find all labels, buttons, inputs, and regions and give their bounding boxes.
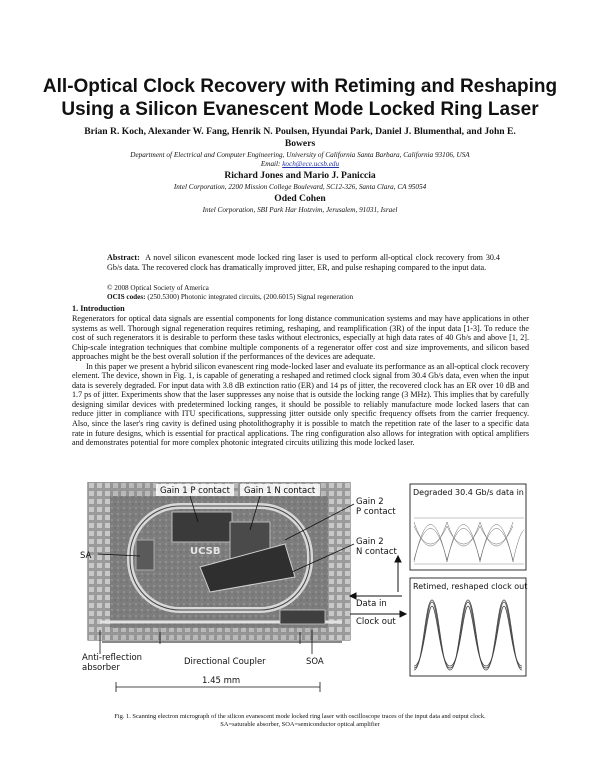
arrow-left-icon [350,593,356,599]
label-retimed-clock: Retimed, reshaped clock out [413,582,528,591]
copyright-line: © 2008 Optical Society of America [107,284,209,292]
label-soa: SOA [306,657,324,667]
abstract-text: A novel silicon evanescent mode locked ring laser is used to perform all-optical clock recovery from 30.4 Gb/s data. The recovered clock has dramatically improved jitter, ER, and pulse reshaping compared to the input data. [107,253,500,273]
email-link[interactable]: koch@ece.ucsb.edu [282,160,340,168]
figure-1 [80,482,528,694]
section-body [72,314,529,448]
authors-intel: Richard Jones and Mario J. Paniccia [224,170,376,181]
paragraph-2: In this paper we present a hybrid silicon evanescent ring mode-locked laser and evaluate its performance as an all-optical clock recovery element. The device, shown in Fig. 1, is capable of generating a reshaped and retimed clock signal from 30.4 Gb/s data, even when the input data is severely degraded. For input data with 3.8 dB extinction ratio (ER) and 14 ps of jitter, the recovered clock has an ER over 10 dB and 1.7 ps of jitter. Experiments show that the laser suppresses any noise that is outside the locking range (3 MHz). This implies that by carefully designing similar devices with predetermined locking ranges, it should be possible to reliably manufacture mode locked lasers that can reduce jitter in compliance with ITU specifications, suppressing jitter outside only specific frequency offsets from the carrier frequency. Also, since the laser's ring cavity is defined using photolithography it is possible to match the repetition rate of the laser to a specific data rate in future designs, which is essential for practical applications. The ring configuration also allows for integration with optical amplifiers and demonstrates potential for more complex photonic integrated circuits utilizing this mode locked laser. [72,361,529,448]
label-anti-reflection: Anti-reflection [82,653,143,663]
abstract [107,253,500,273]
ocis-text: (250.5300) Photonic integrated circuits, (200.6015) Signal regeneration [147,293,354,301]
ucsb-logo-text: UCSB [190,546,221,557]
label-data-in: Data in [356,599,387,609]
affiliation-intel-santa-clara: Intel Corporation, 2200 Mission College Boulevard, SC12-326, Santa Clara, CA 95054 [173,183,427,191]
label-absorber: absorber [82,663,120,673]
figure-caption [60,713,540,729]
author-list [40,126,560,150]
caption-line-2: SA=saturable absorber, SOA=semiconductor optical amplifier [220,721,380,728]
arrow-right-icon [400,611,406,617]
label-gain1-p-contact: Gain 1 P contact [160,486,230,496]
affiliation-intel-jerusalem: Intel Corporation, SBI Park Har Hotzvim, Jerusalem, 91031, Israel [202,206,398,214]
sem-micrograph [88,482,350,642]
title-line-2: Using a Silicon Evanescent Mode Locked Ring Laser [61,99,539,120]
label-scale: 1.45 mm [202,676,241,686]
label-gain2-p-line1: Gain 2 [356,497,384,507]
label-sa: SA [80,551,92,561]
label-directional-coupler: Directional Coupler [184,657,266,667]
email-label: Email: [260,160,281,168]
scope-trace-degraded [410,484,526,570]
paper-title [40,75,560,121]
caption-line-1: Fig. 1. Scanning electron micrograph of the silicon evanescent mode locked ring laser with oscilloscope traces of the input data and output clock. [114,713,486,720]
label-gain1-n-contact: Gain 1 N contact [244,486,316,496]
scope-trace-clock [410,578,527,676]
authors-line-1: Brian R. Koch, Alexander W. Fang, Henrik N. Poulsen, Hyundai Park, Daniel J. Blumenthal, and John E. [84,126,516,137]
email-line [40,160,560,169]
label-gain2-n-line1: Gain 2 [356,537,384,547]
label-clock-out: Clock out [356,617,396,627]
abstract-label: Abstract: [107,253,140,262]
authors-line-2: Bowers [284,138,316,149]
paragraph-1: Regenerators for optical data signals are essential components for long distance communication systems and may have applications in other systems as well. Thorough signal regeneration requires retiming, reshaping, and reamplification (3R) of the input data [1-3]. To reduce the cost of such regenerators it is desirable to perform these tasks without electronics, especially at high data rates of 40 Gb/s and above [1, 2]. Chip-scale integration techniques that combine multiple components of a regenerator offer cost and size improvements, and silicon based approaches might be the best overall solution if the performances of the devices are adequate. [72,314,529,362]
label-gain2-n-line2: N contact [356,547,397,557]
affiliation-ucsb: Department of Electrical and Computer Engineering, University of California Santa Barbara, California 93106, USA [130,151,470,159]
label-gain2-p-line2: P contact [356,507,396,517]
ocis-codes [107,293,507,302]
title-line-1: All-Optical Clock Recovery with Retiming and Reshaping [42,76,558,97]
ocis-label: OCIS codes: [107,293,146,301]
author-cohen: Oded Cohen [274,193,326,204]
section-heading: 1. Introduction [72,304,125,313]
label-degraded-data: Degraded 30.4 Gb/s data in [413,488,524,497]
